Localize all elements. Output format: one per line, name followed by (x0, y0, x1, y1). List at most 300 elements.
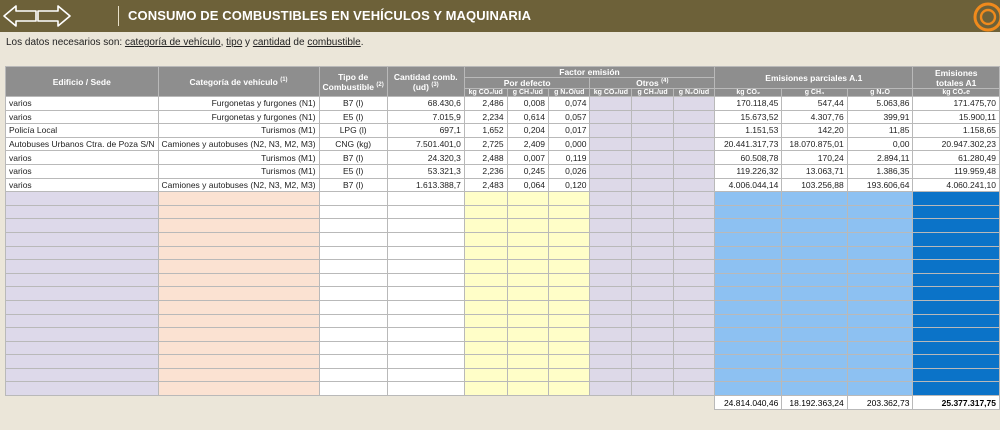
cell-cantidad[interactable]: 7.015,9 (387, 110, 464, 124)
cell-emision-total: 20.947.302,23 (913, 137, 1000, 151)
empty-row (6, 355, 1000, 369)
cell-categoria[interactable]: Camiones y autobuses (N2, N3, M2, M3) (158, 178, 319, 192)
cell-otros-kgco2[interactable] (590, 151, 632, 165)
cell-tipo-combustible[interactable]: CNG (kg) (319, 137, 387, 151)
empty-cell (715, 341, 782, 355)
cell-factor-gn2o: 0,000 (549, 137, 590, 151)
empty-cell[interactable] (590, 328, 632, 342)
empty-row (6, 287, 1000, 301)
empty-row (6, 219, 1000, 233)
empty-cell (782, 273, 847, 287)
empty-cell (507, 287, 548, 301)
cell-otros-gn2o[interactable] (673, 151, 714, 165)
empty-cell[interactable] (158, 300, 319, 314)
cell-categoria[interactable]: Furgonetas y furgones (N1) (158, 97, 319, 111)
empty-cell (782, 368, 847, 382)
empty-cell[interactable] (590, 341, 632, 355)
empty-cell[interactable] (319, 341, 387, 355)
empty-cell[interactable] (590, 382, 632, 396)
empty-cell (507, 368, 548, 382)
cell-otros-gn2o[interactable] (673, 110, 714, 124)
cell-otros-kgco2[interactable] (590, 97, 632, 111)
cell-tipo-combustible[interactable]: B7 (l) (319, 97, 387, 111)
empty-cell (464, 355, 507, 369)
cell-otros-kgco2[interactable] (590, 137, 632, 151)
cell-factor-gn2o: 0,057 (549, 110, 590, 124)
empty-cell (715, 328, 782, 342)
footnote-ref: (2) (376, 81, 384, 88)
total-gch4: 18.192.363,24 (782, 396, 847, 410)
cell-cantidad[interactable]: 53.321,3 (387, 164, 464, 178)
empty-cell (913, 341, 1000, 355)
empty-cell[interactable] (387, 355, 464, 369)
empty-cell[interactable] (590, 232, 632, 246)
cell-emision-total: 171.475,70 (913, 97, 1000, 111)
empty-cell[interactable] (6, 300, 159, 314)
empty-cell[interactable] (387, 300, 464, 314)
empty-cell (782, 300, 847, 314)
empty-cell (507, 328, 548, 342)
cell-emision-gch4: 547,44 (782, 97, 847, 111)
cell-edificio[interactable]: varios (6, 164, 159, 178)
empty-cell[interactable] (6, 205, 159, 219)
cell-emision-kgco2: 15.673,52 (715, 110, 782, 124)
cell-cantidad[interactable]: 697,1 (387, 124, 464, 138)
header-totales-line2: totales A1 (936, 77, 977, 88)
empty-cell[interactable] (387, 260, 464, 274)
empty-cell[interactable] (673, 287, 714, 301)
empty-cell (549, 273, 590, 287)
empty-cell[interactable] (387, 368, 464, 382)
cell-categoria[interactable]: Turismos (M1) (158, 151, 319, 165)
empty-cell (847, 355, 913, 369)
empty-cell[interactable] (158, 246, 319, 260)
totals-spacer (6, 396, 715, 410)
empty-cell[interactable] (319, 328, 387, 342)
cell-otros-gn2o[interactable] (673, 164, 714, 178)
intro-separator: y (242, 37, 253, 48)
empty-cell (782, 192, 847, 206)
empty-cell (782, 382, 847, 396)
cell-otros-gch4[interactable] (632, 124, 673, 138)
empty-cell[interactable] (387, 246, 464, 260)
cell-tipo-combustible[interactable]: LPG (l) (319, 124, 387, 138)
empty-cell[interactable] (319, 273, 387, 287)
cell-emision-gch4: 4.307,76 (782, 110, 847, 124)
header-otros (590, 78, 715, 89)
empty-cell[interactable] (673, 192, 714, 206)
empty-cell[interactable] (158, 205, 319, 219)
empty-cell (464, 328, 507, 342)
cell-factor-kgco2: 2,234 (464, 110, 507, 124)
empty-cell[interactable] (590, 287, 632, 301)
totals-row (6, 396, 1000, 410)
empty-cell (715, 355, 782, 369)
empty-cell (549, 260, 590, 274)
cell-otros-kgco2[interactable] (590, 164, 632, 178)
empty-cell (715, 192, 782, 206)
cell-cantidad[interactable]: 68.430,6 (387, 97, 464, 111)
empty-cell[interactable] (632, 192, 673, 206)
table-row (6, 164, 1000, 178)
empty-cell (847, 341, 913, 355)
empty-cell[interactable] (6, 232, 159, 246)
empty-cell[interactable] (319, 300, 387, 314)
subheader-gn2o: g N₂O (847, 89, 913, 97)
empty-cell (782, 328, 847, 342)
empty-cell (782, 341, 847, 355)
cell-tipo-combustible[interactable]: E5 (l) (319, 110, 387, 124)
empty-cell[interactable] (158, 232, 319, 246)
header-totales-line1: Emisiones (934, 67, 978, 78)
empty-cell[interactable] (632, 341, 673, 355)
empty-cell (913, 287, 1000, 301)
empty-cell (464, 273, 507, 287)
cell-otros-gch4[interactable] (632, 164, 673, 178)
empty-cell[interactable] (590, 260, 632, 274)
header-tipo-line1: Tipo de (338, 71, 369, 82)
page-title: CONSUMO DE COMBUSTIBLES EN VEHÍCULOS Y MAQUINARIA (128, 8, 532, 23)
cell-cantidad[interactable]: 24.320,3 (387, 151, 464, 165)
empty-cell[interactable] (590, 300, 632, 314)
empty-cell[interactable] (387, 341, 464, 355)
cell-emision-kgco2: 1.151,53 (715, 124, 782, 138)
cell-factor-kgco2: 2,236 (464, 164, 507, 178)
empty-row (6, 368, 1000, 382)
cell-factor-kgco2: 2,483 (464, 178, 507, 192)
empty-cell (782, 260, 847, 274)
empty-cell[interactable] (6, 219, 159, 233)
empty-row (6, 260, 1000, 274)
empty-cell (549, 328, 590, 342)
empty-cell (715, 300, 782, 314)
cell-factor-gch4: 0,204 (507, 124, 548, 138)
empty-cell (913, 273, 1000, 287)
cell-factor-gch4: 0,064 (507, 178, 548, 192)
cell-tipo-combustible[interactable]: B7 (l) (319, 151, 387, 165)
empty-row (6, 314, 1000, 328)
empty-cell[interactable] (158, 260, 319, 274)
empty-cell[interactable] (319, 368, 387, 382)
empty-cell[interactable] (158, 341, 319, 355)
cell-emision-gn2o: 399,91 (847, 110, 913, 124)
cell-categoria[interactable]: Turismos (M1) (158, 164, 319, 178)
cell-emision-kgco2: 119.226,32 (715, 164, 782, 178)
empty-cell[interactable] (319, 355, 387, 369)
header-cantidad-line2: (ud) (412, 81, 429, 92)
empty-cell (847, 382, 913, 396)
empty-cell[interactable] (673, 300, 714, 314)
empty-cell[interactable] (673, 355, 714, 369)
empty-cell[interactable] (590, 205, 632, 219)
empty-cell (847, 287, 913, 301)
empty-cell (782, 314, 847, 328)
empty-cell[interactable] (6, 341, 159, 355)
total-gn2o: 203.362,73 (847, 396, 913, 410)
empty-cell[interactable] (673, 341, 714, 355)
empty-cell[interactable] (632, 355, 673, 369)
cell-emision-gch4: 103.256,88 (782, 178, 847, 192)
cell-emision-gn2o: 5.063,86 (847, 97, 913, 111)
empty-cell[interactable] (590, 192, 632, 206)
empty-cell (464, 314, 507, 328)
cell-otros-kgco2[interactable] (590, 110, 632, 124)
empty-cell[interactable] (387, 205, 464, 219)
empty-cell (847, 232, 913, 246)
empty-cell (549, 287, 590, 301)
cell-edificio[interactable]: varios (6, 151, 159, 165)
intro-separator: de (290, 37, 308, 48)
empty-cell[interactable] (387, 192, 464, 206)
cell-tipo-combustible[interactable]: E5 (l) (319, 164, 387, 178)
intro-fuel-term: combustible (307, 37, 361, 48)
empty-cell (507, 300, 548, 314)
cell-categoria[interactable]: Camiones y autobuses (N2, N3, M2, M3) (158, 137, 319, 151)
forward-arrow-icon[interactable] (38, 6, 70, 26)
empty-cell[interactable] (6, 260, 159, 274)
subheader-kgco2e: kg CO₂e (913, 89, 1000, 97)
empty-cell (715, 260, 782, 274)
cell-emision-total: 119.959,48 (913, 164, 1000, 178)
empty-cell (549, 368, 590, 382)
empty-cell[interactable] (387, 219, 464, 233)
header-cantidad (387, 67, 464, 97)
cell-emision-gch4: 18.070.875,01 (782, 137, 847, 151)
cell-otros-gch4[interactable] (632, 97, 673, 111)
subheader-otros-gn2o-ud: g N₂O/ud (673, 89, 714, 97)
empty-cell[interactable] (590, 355, 632, 369)
header-categoria-label: Categoría de vehículo (189, 76, 278, 87)
empty-cell[interactable] (632, 273, 673, 287)
empty-cell[interactable] (673, 382, 714, 396)
empty-cell[interactable] (387, 287, 464, 301)
subheader-gch4-ud: g CH₄/ud (507, 89, 548, 97)
footnote-ref: (1) (280, 76, 288, 83)
empty-cell[interactable] (6, 273, 159, 287)
cell-otros-gn2o[interactable] (673, 137, 714, 151)
empty-cell (549, 205, 590, 219)
cell-otros-gch4[interactable] (632, 137, 673, 151)
empty-cell[interactable] (319, 382, 387, 396)
cell-otros-gn2o[interactable] (673, 97, 714, 111)
nav-arrows (3, 5, 71, 27)
empty-cell[interactable] (632, 368, 673, 382)
empty-cell[interactable] (6, 246, 159, 260)
empty-cell[interactable] (632, 246, 673, 260)
cell-factor-gn2o: 0,017 (549, 124, 590, 138)
cell-edificio[interactable]: varios (6, 178, 159, 192)
empty-cell (847, 273, 913, 287)
empty-cell[interactable] (158, 273, 319, 287)
cell-otros-gch4[interactable] (632, 178, 673, 192)
cell-emision-gn2o: 0,00 (847, 137, 913, 151)
empty-cell[interactable] (590, 368, 632, 382)
empty-cell[interactable] (673, 328, 714, 342)
cell-emision-gn2o: 2.894,11 (847, 151, 913, 165)
empty-cell (715, 273, 782, 287)
cell-tipo-combustible[interactable]: B7 (l) (319, 178, 387, 192)
empty-cell (913, 219, 1000, 233)
empty-cell[interactable] (387, 328, 464, 342)
intro-separator: , (220, 37, 227, 48)
empty-cell (549, 232, 590, 246)
cell-factor-gch4: 0,008 (507, 97, 548, 111)
empty-cell (847, 328, 913, 342)
empty-cell (464, 260, 507, 274)
total-kgco2: 24.814.040,46 (715, 396, 782, 410)
title-bar (0, 0, 1000, 32)
empty-cell (847, 300, 913, 314)
empty-cell[interactable] (632, 260, 673, 274)
empty-cell[interactable] (319, 287, 387, 301)
cell-emision-gch4: 13.063,71 (782, 164, 847, 178)
empty-cell[interactable] (319, 219, 387, 233)
subheader-kgco2-ud: kg CO₂/ud (464, 89, 507, 97)
cell-otros-kgco2[interactable] (590, 124, 632, 138)
subheader-otros-gch4-ud: g CH₄/ud (632, 89, 673, 97)
cell-factor-gch4: 2,409 (507, 137, 548, 151)
empty-cell[interactable] (632, 328, 673, 342)
empty-cell[interactable] (319, 232, 387, 246)
empty-cell[interactable] (158, 219, 319, 233)
empty-cell[interactable] (319, 260, 387, 274)
empty-cell[interactable] (632, 314, 673, 328)
empty-cell[interactable] (319, 192, 387, 206)
header-categoria (158, 67, 319, 97)
empty-cell (913, 314, 1000, 328)
empty-cell[interactable] (673, 219, 714, 233)
cell-cantidad[interactable]: 1.613.388,7 (387, 178, 464, 192)
empty-cell[interactable] (158, 314, 319, 328)
empty-cell[interactable] (158, 328, 319, 342)
empty-cell[interactable] (6, 328, 159, 342)
empty-row (6, 192, 1000, 206)
empty-cell[interactable] (632, 382, 673, 396)
empty-cell[interactable] (387, 314, 464, 328)
empty-cell[interactable] (673, 368, 714, 382)
back-arrow-icon[interactable] (4, 6, 36, 26)
cell-edificio[interactable]: varios (6, 110, 159, 124)
cell-edificio[interactable]: varios (6, 97, 159, 111)
empty-row (6, 300, 1000, 314)
empty-cell[interactable] (632, 287, 673, 301)
empty-cell (715, 382, 782, 396)
empty-cell (507, 205, 548, 219)
header-otros-label: Otros (636, 78, 659, 88)
header-cantidad-line1: Cantidad comb. (393, 71, 458, 82)
cell-emision-total: 4.060.241,10 (913, 178, 1000, 192)
intro-quantity-term: cantidad (252, 37, 291, 48)
empty-cell (782, 205, 847, 219)
cell-factor-kgco2: 2,725 (464, 137, 507, 151)
empty-row (6, 246, 1000, 260)
title-separator (118, 6, 119, 26)
empty-cell[interactable] (319, 246, 387, 260)
cell-factor-kgco2: 2,488 (464, 151, 507, 165)
empty-cell[interactable] (590, 219, 632, 233)
empty-cell (782, 287, 847, 301)
empty-cell (549, 382, 590, 396)
cell-emision-gn2o: 11,85 (847, 124, 913, 138)
empty-cell[interactable] (632, 232, 673, 246)
empty-cell[interactable] (158, 382, 319, 396)
empty-row (6, 205, 1000, 219)
empty-cell (847, 246, 913, 260)
cell-otros-gch4[interactable] (632, 110, 673, 124)
cell-categoria[interactable]: Furgonetas y furgones (N1) (158, 110, 319, 124)
empty-cell (782, 246, 847, 260)
subheader-gn2o-ud: g N₂O/ud (549, 89, 590, 97)
empty-cell[interactable] (6, 355, 159, 369)
cell-cantidad[interactable]: 7.501.401,0 (387, 137, 464, 151)
empty-cell[interactable] (158, 368, 319, 382)
empty-cell[interactable] (673, 260, 714, 274)
empty-cell[interactable] (387, 382, 464, 396)
empty-cell (549, 219, 590, 233)
empty-cell[interactable] (319, 314, 387, 328)
empty-cell[interactable] (6, 192, 159, 206)
intro-type-term: tipo (226, 37, 243, 48)
empty-cell (507, 314, 548, 328)
empty-cell[interactable] (6, 314, 159, 328)
empty-cell (507, 382, 548, 396)
cell-otros-gn2o[interactable] (673, 124, 714, 138)
fuel-consumption-table (5, 66, 1000, 410)
cell-factor-gn2o: 0,119 (549, 151, 590, 165)
cell-emision-gch4: 142,20 (782, 124, 847, 138)
empty-cell[interactable] (6, 368, 159, 382)
cell-edificio[interactable]: Policía Local (6, 124, 159, 138)
empty-cell[interactable] (673, 232, 714, 246)
empty-cell[interactable] (158, 287, 319, 301)
empty-cell[interactable] (673, 314, 714, 328)
cell-emision-kgco2: 4.006.044,14 (715, 178, 782, 192)
empty-cell[interactable] (673, 205, 714, 219)
empty-cell[interactable] (6, 287, 159, 301)
empty-cell[interactable] (632, 300, 673, 314)
empty-cell (847, 192, 913, 206)
cell-categoria[interactable]: Turismos (M1) (158, 124, 319, 138)
empty-cell[interactable] (387, 273, 464, 287)
empty-cell[interactable] (387, 232, 464, 246)
empty-cell[interactable] (673, 273, 714, 287)
empty-cell[interactable] (632, 205, 673, 219)
empty-cell[interactable] (590, 273, 632, 287)
cell-otros-gn2o[interactable] (673, 178, 714, 192)
empty-cell[interactable] (158, 192, 319, 206)
table-row (6, 110, 1000, 124)
table-row (6, 151, 1000, 165)
empty-cell[interactable] (673, 246, 714, 260)
empty-cell[interactable] (6, 382, 159, 396)
empty-cell[interactable] (590, 246, 632, 260)
cell-otros-gch4[interactable] (632, 151, 673, 165)
empty-cell (507, 192, 548, 206)
logo-icon (968, 2, 1000, 32)
footnote-ref: (4) (661, 78, 669, 85)
cell-emision-gn2o: 1.386,35 (847, 164, 913, 178)
cell-edificio[interactable]: Autobuses Urbanos Ctra. de Poza S/N (6, 137, 159, 151)
empty-cell (549, 300, 590, 314)
empty-cell (782, 355, 847, 369)
empty-cell[interactable] (590, 314, 632, 328)
empty-cell[interactable] (632, 219, 673, 233)
subheader-otros-kgco2-ud: kg CO₂/ud (590, 89, 632, 97)
empty-cell (715, 246, 782, 260)
empty-cell[interactable] (319, 205, 387, 219)
empty-cell[interactable] (158, 355, 319, 369)
cell-otros-kgco2[interactable] (590, 178, 632, 192)
